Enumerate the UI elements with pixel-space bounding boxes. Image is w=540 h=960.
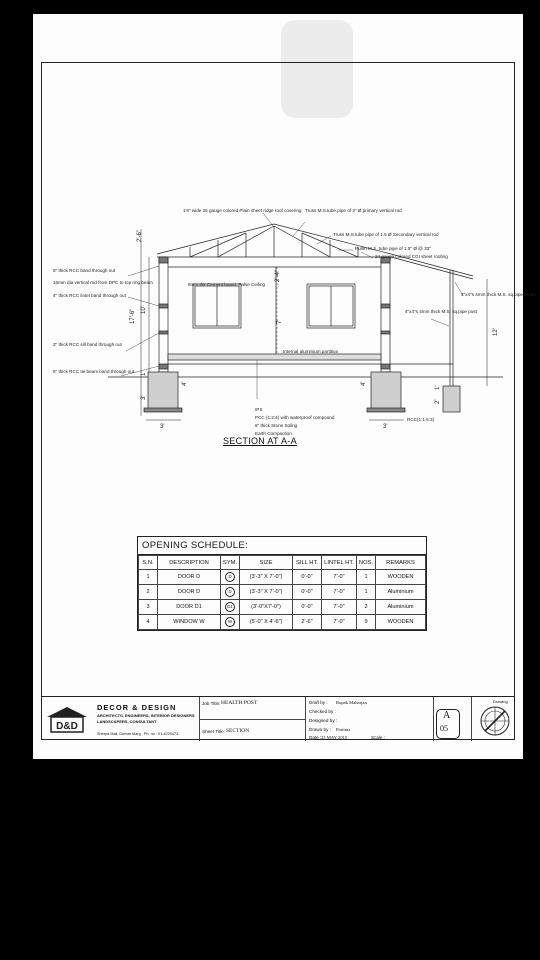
drawn-by: Pratima	[336, 727, 351, 732]
cell-sn: 3	[139, 600, 158, 615]
dim-3-left: 3'	[160, 424, 165, 430]
company-tagline-2: LANDSCAPERS, CONSULTANT	[97, 719, 157, 724]
dim-2: 2'	[435, 399, 441, 404]
dim-4-left: 4'	[182, 381, 188, 386]
job-title-label: Job Title:	[202, 701, 221, 706]
col-sym: SYM.	[221, 556, 240, 570]
note-vertical-rod: 16mm dia vertical rod from DPC to top ring beam	[53, 280, 153, 285]
sheet-title-label: Sheet Title:	[202, 729, 225, 734]
dim-3: 3'	[141, 395, 147, 400]
job-title: HEALTH POST	[221, 700, 258, 706]
company-tagline-1: ARCHITECTS, ENGINEERS, INTERIOR DESIGNERS	[97, 713, 195, 718]
col-lintel: LINTEL HT.	[322, 556, 357, 570]
note-roof-cover: 1'6" wide 26 gauge colored Plain sheet ridge roof covering	[183, 208, 302, 213]
table-row	[139, 615, 426, 630]
designed-label: Designed by :	[309, 718, 338, 723]
cell-desc: DOOR D1	[158, 600, 221, 615]
drawn-label: Drawn by :	[309, 727, 331, 732]
col-sill: SILL HT.	[293, 556, 322, 570]
cell-lintel: 7'-0"	[322, 585, 357, 600]
cell-sn: 1	[139, 570, 158, 585]
symbol-badge: W	[225, 617, 235, 627]
cell-size: (5'-0" X 4'-6")	[240, 615, 293, 630]
note-lintel: 4" thick RCC lintel band through out	[53, 293, 126, 298]
note-post: 4"x4"s 4mm thick M.S. sq.pipe post	[405, 309, 477, 314]
section-title: SECTION AT A-A	[223, 436, 297, 446]
cell-remarks: WOODEN	[376, 570, 426, 585]
company-address: Sherpa Mall, Durbar Marg , Ph. no : 01-4220473	[97, 732, 179, 736]
note-cgi-sheet: 24 gauge colored CGI sheet roofing	[375, 254, 448, 259]
foundation-right	[371, 372, 401, 410]
col-description: DESCRIPTION	[158, 556, 221, 570]
cell-sym	[221, 615, 240, 630]
cell-sym	[221, 600, 240, 615]
scale-label: Scale :	[371, 735, 386, 740]
schedule-table	[138, 555, 426, 630]
table-row	[139, 570, 426, 585]
note-ceiling: 6mm thk Cement board, False Ceiling	[188, 282, 266, 287]
dim-10: 10'	[141, 306, 147, 314]
dim-2-6: 2'-6"	[137, 230, 143, 242]
col-nos: NOS.	[357, 556, 376, 570]
schedule-title: OPENING SCHEDULE:	[138, 537, 426, 555]
note-pcc: PCC (1:2:4) with waterproof compound	[255, 415, 335, 420]
cell-remarks: Aluminium	[376, 585, 426, 600]
dim-7: 7'	[277, 319, 283, 324]
checked-label: Checked by :	[309, 709, 336, 714]
dim-17-6: 17'-6"	[130, 308, 136, 324]
cell-desc: DOOR D	[158, 570, 221, 585]
dim-1: 1'	[141, 371, 147, 376]
table-row	[139, 585, 426, 600]
svg-text:D&D: D&D	[56, 721, 78, 732]
draft-by: Rupak Maharjan	[336, 700, 367, 705]
symbol-badge: D	[225, 572, 235, 582]
cell-remarks: Aluminium	[376, 600, 426, 615]
note-sill-band: 3" thick RCC sill band through out	[53, 342, 122, 347]
cell-sill: 2'-6"	[293, 615, 322, 630]
title-block	[41, 696, 515, 741]
note-tie-beam: 6" thick RCC tie beam band through out	[53, 369, 135, 374]
floor-slab	[168, 354, 381, 360]
col-remarks: REMARKS	[376, 556, 426, 570]
sheet-number: 05	[440, 724, 448, 733]
note-rcc-mix: RCC(1:1.5:3)	[407, 417, 435, 422]
cell-sn: 4	[139, 615, 158, 630]
left-wall	[159, 257, 168, 372]
opening-schedule	[137, 536, 427, 631]
drawing-label: Drawing	[493, 699, 508, 704]
note-purlin: Purlin M.S. tube pipe of 1.5" Ø @ 33"	[355, 246, 431, 251]
sheet-code: A	[443, 710, 451, 721]
note-compaction: Earth Compaction	[255, 431, 292, 436]
cell-sill: 0'-0"	[293, 585, 322, 600]
post-footing	[443, 386, 460, 412]
col-sn: S.N.	[139, 556, 158, 570]
cell-desc: DOOR D	[158, 585, 221, 600]
cell-size: (3'-3" X 7'-0")	[240, 585, 293, 600]
dim-2-4: 2'-4"	[275, 270, 281, 282]
symbol-badge: D	[225, 587, 235, 597]
section-drawing	[33, 14, 536, 454]
foundation-left	[148, 372, 178, 410]
note-soling: 6" thick Stone Soling	[255, 423, 298, 428]
dim-12: 12'	[493, 328, 499, 336]
symbol-badge: D1	[225, 602, 235, 612]
drawing-sheet	[33, 14, 536, 759]
company-name: DECOR & DESIGN	[97, 703, 177, 712]
notes-group	[53, 208, 536, 436]
note-truss-secondary: Truss M.S.tube pipe of 1.5 Ø Secondary vertical rod	[333, 232, 439, 237]
note-ips: IPS	[255, 407, 263, 412]
cell-sym	[221, 570, 240, 585]
cell-sill: 0'-0"	[293, 570, 322, 585]
cell-nos: 9	[357, 615, 376, 630]
dim-3-right: 3'	[383, 424, 388, 430]
cell-size: (3'-0"X7'-0")	[240, 600, 293, 615]
note-truss-primary: Truss M.S.tube pipe of 2" Ø primary vertical rod	[305, 208, 402, 213]
cell-nos: 1	[357, 585, 376, 600]
dim-1-right: 1'	[435, 385, 441, 390]
cell-sym	[221, 585, 240, 600]
cell-sn: 2	[139, 585, 158, 600]
cell-lintel: 7'-0"	[322, 615, 357, 630]
draft-label: Draft by :	[309, 700, 328, 705]
cell-nos: 2	[357, 600, 376, 615]
col-size: SIZE	[240, 556, 293, 570]
company-logo	[45, 705, 89, 733]
right-wall	[381, 257, 390, 372]
cell-desc: WINDOW W	[158, 615, 221, 630]
sheet-title: SECTION	[226, 728, 250, 734]
note-partition: Internal aluminium partition	[283, 349, 339, 354]
cell-size: (3'-3" X 7'-0")	[240, 570, 293, 585]
cell-sill: 0'-0"	[293, 600, 322, 615]
cell-nos: 1	[357, 570, 376, 585]
dim-4-right: 4'	[361, 381, 367, 386]
cell-lintel: 7'-0"	[322, 570, 357, 585]
cell-lintel: 7'-0"	[322, 600, 357, 615]
schedule-header-row	[139, 556, 426, 570]
date-label: Date :	[309, 735, 322, 740]
note-rcc-band: 6" thick RCC band through out	[53, 268, 116, 273]
note-eave-beam: 4"x4"s 4mm thick M.S. sq.pipe beam	[461, 292, 536, 297]
north-arrow-icon	[479, 705, 511, 737]
cell-remarks: WOODEN	[376, 615, 426, 630]
date-value: 25 MAY 2015	[321, 735, 348, 740]
table-row	[139, 600, 426, 615]
